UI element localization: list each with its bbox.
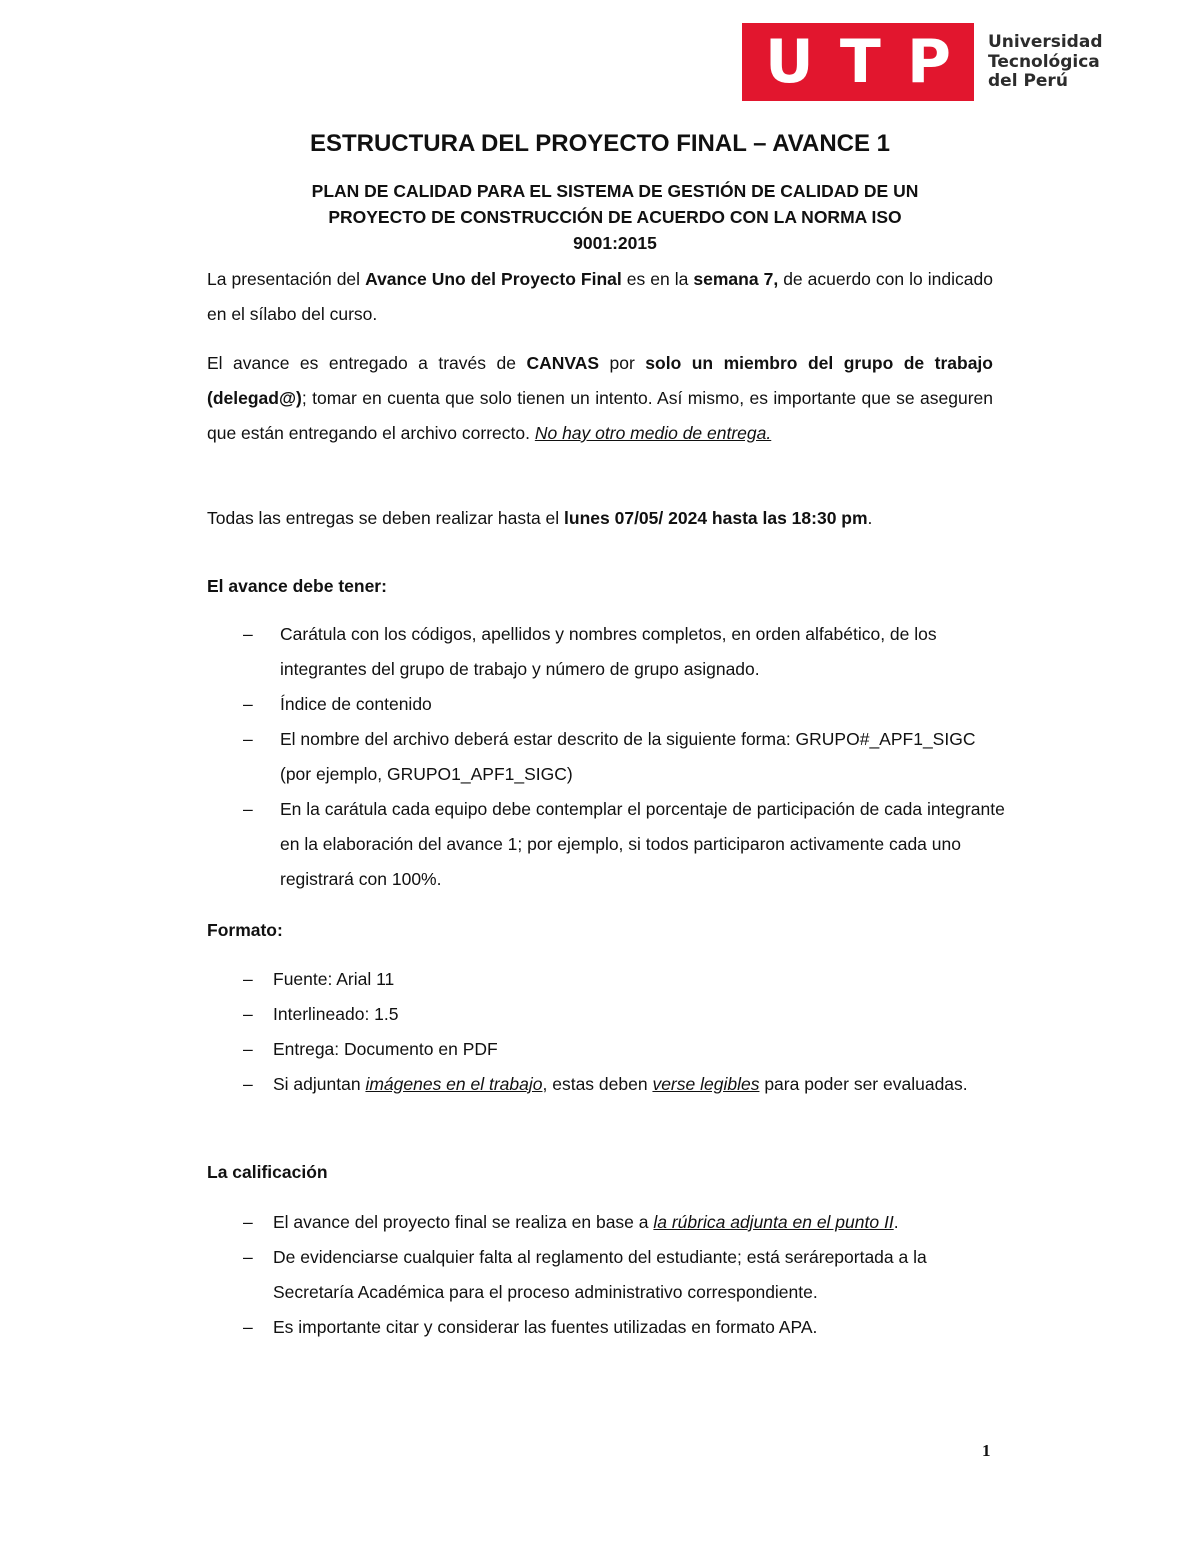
format-item4-text-c: , estas deben (542, 1074, 653, 1094)
p3-text-c: . (867, 508, 873, 528)
list-item: – De evidenciarse cualquier falta al reglamento del estudiante; está seráreportada a la Secretaría Académica para el proceso administrativo correspondiente. (207, 1240, 997, 1310)
list-item: – Índice de contenido (207, 687, 1007, 722)
section-format-list (207, 962, 997, 1102)
p1-text-c: es en la (621, 269, 694, 289)
paragraph-presentation (207, 262, 993, 332)
logo-line-2: Tecnológica (988, 51, 1100, 72)
p2-text-e: ; tomar en cuenta que solo tienen un intento. Así mismo, es importante que se aseguren que están entregando el archivo correcto. (207, 388, 993, 443)
p1-text-e: de acuerdo con lo indicado en el sílabo del curso. (207, 269, 993, 324)
logo-letter-p: P (906, 27, 951, 97)
list-item: – Es importante citar y considerar las fuentes utilizadas en formato APA. (207, 1310, 997, 1345)
paragraph-delivery (207, 346, 993, 451)
list-item: – Fuente: Arial 11 (207, 962, 997, 997)
p1-bold-avance: Avance Uno del Proyecto Final (365, 269, 622, 289)
p2-text-c: por (599, 353, 646, 373)
section-heading-format: Formato: (207, 920, 283, 940)
section-heading-grading: La calificación (207, 1162, 328, 1182)
grading-item1-text-c: . (893, 1212, 899, 1232)
logo-line-3: del Perú (988, 71, 1068, 91)
p2-bold-canvas: CANVAS (526, 353, 600, 373)
section-heading-contents: El avance debe tener: (207, 576, 387, 596)
p1-bold-semana: semana 7, (693, 269, 779, 289)
p2-underlined-warning: No hay otro medio de entrega. (534, 423, 772, 443)
p2-bold-member: solo un miembro del grupo de trabajo (delegad@) (207, 353, 993, 408)
subtitle-line-1: PLAN DE CALIDAD PARA EL SISTEMA DE GESTIÓN DE CALIDAD DE UN (311, 181, 919, 201)
document-title: ESTRUCTURA DEL PROYECTO FINAL – AVANCE 1 (309, 130, 891, 157)
p3-bold-date: lunes 07/05/ 2024 hasta las 18:30 pm (564, 508, 868, 528)
utp-logo (742, 23, 1102, 103)
p2-text-a: El avance es entregado a través de (207, 353, 527, 373)
format-item4-underlined-images: imágenes en el trabajo (365, 1074, 543, 1094)
logo-wordmark (988, 33, 1102, 92)
subtitle-line-2: PROYECTO DE CONSTRUCCIÓN DE ACUERDO CON LA NORMA ISO (328, 207, 902, 227)
list-item: – En la carátula cada equipo debe contemplar el porcentaje de participación de cada integrante en la elaboración del avance 1; por ejemplo, si todos participaron activamente cada uno registrará con 100%. (207, 792, 1007, 897)
format-item4-text-e: para poder ser evaluadas. (759, 1074, 968, 1094)
section-contents-list (207, 617, 1007, 897)
grading-item1-underlined-rubric: la rúbrica adjunta en el punto II (653, 1212, 894, 1232)
logo-line-1: Universidad (988, 32, 1103, 52)
list-item: – El nombre del archivo deberá estar descrito de la siguiente forma: GRUPO#_APF1_SIGC (por ejemplo, GRUPO1_APF1_SIGC) (207, 722, 1007, 792)
logo-letter-t: T (839, 27, 881, 97)
section-grading-list (207, 1205, 997, 1345)
list-item: – Entrega: Documento en PDF (207, 1032, 997, 1067)
subtitle-line-3: 9001:2015 (573, 233, 657, 253)
page-number: 1 (982, 1441, 991, 1460)
logo-red-box (742, 23, 974, 101)
format-item4-text-a: Si adjuntan (273, 1074, 366, 1094)
grading-item1-text-a: El avance del proyecto final se realiza en base a (273, 1212, 654, 1232)
p1-text-a: La presentación del (207, 269, 366, 289)
p3-text-a: Todas las entregas se deben realizar hasta el (207, 508, 565, 528)
document-subtitle (255, 178, 975, 256)
list-item (207, 1205, 997, 1240)
list-item: – Interlineado: 1.5 (207, 997, 997, 1032)
list-item: – Carátula con los códigos, apellidos y nombres completos, en orden alfabético, de los integrantes del grupo de trabajo y número de grupo asignado. (207, 617, 1007, 687)
format-item4-underlined-legible: verse legibles (652, 1074, 760, 1094)
paragraph-deadline (207, 501, 993, 536)
logo-letter-u: U (765, 27, 814, 97)
list-item (207, 1067, 997, 1102)
